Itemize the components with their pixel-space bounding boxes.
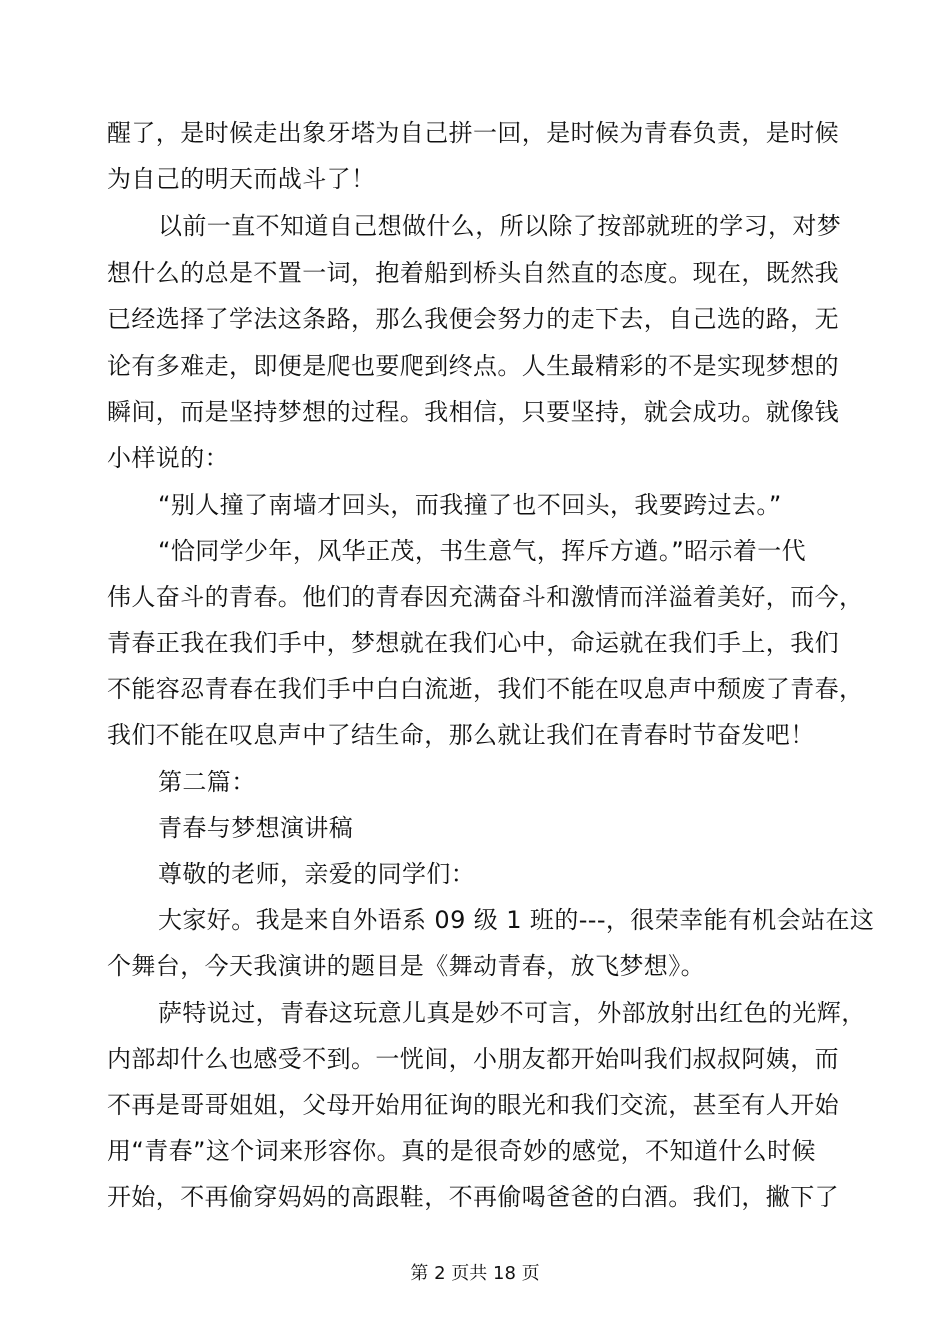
body-line: 开始，不再偷穿妈妈的高跟鞋，不再偷喝爸爸的白酒。我们，撇下了 bbox=[107, 1183, 839, 1211]
body-line: 已经选择了学法这条路，那么我便会努力的走下去，自己选的路，无 bbox=[107, 305, 839, 333]
body-line: 大家好。我是来自外语系 09 级 1 班的---，很荣幸能有机会站在这 bbox=[158, 906, 875, 934]
body-line: 不再是哥哥姐姐，父母开始用征询的眼光和我们交流，甚至有人开始 bbox=[107, 1091, 839, 1119]
section-heading: 第二篇： bbox=[158, 768, 256, 796]
quote-line: “恰同学少年，风华正茂，书生意气，挥斥方遒。”昭示着一代 bbox=[158, 537, 807, 565]
body-line: 瞬间，而是坚持梦想的过程。我相信，只要坚持，就会成功。就像钱 bbox=[107, 398, 839, 426]
body-line: 论有多难走，即便是爬也要爬到终点。人生最精彩的不是实现梦想的 bbox=[107, 352, 839, 380]
body-line: 内部却什么也感受不到。一恍间，小朋友都开始叫我们叔叔阿姨，而 bbox=[107, 1045, 839, 1073]
body-line: 为自己的明天而战斗了！ bbox=[107, 165, 376, 193]
body-line: 青春正我在我们手中，梦想就在我们心中，命运就在我们手上，我们 bbox=[107, 629, 839, 657]
body-line: 伟人奋斗的青春。他们的青春因充满奋斗和激情而洋溢着美好，而今， bbox=[107, 583, 864, 611]
body-line: 我们不能在叹息声中了结生命，那么就让我们在青春时节奋发吧！ bbox=[107, 721, 815, 749]
body-line: 醒了，是时候走出象牙塔为自己拼一回，是时候为青春负责，是时候 bbox=[107, 119, 839, 147]
salutation: 尊敬的老师，亲爱的同学们： bbox=[158, 860, 476, 888]
body-line: 个舞台，今天我演讲的题目是《舞动青春，放飞梦想》。 bbox=[107, 952, 705, 980]
body-line: 不能容忍青春在我们手中白白流逝，我们不能在叹息声中颓废了青春， bbox=[107, 675, 864, 703]
body-line: 小样说的： bbox=[107, 444, 229, 472]
body-line: 萨特说过，青春这玩意儿真是妙不可言，外部放射出红色的光辉， bbox=[158, 999, 866, 1027]
quote-line: “别人撞了南墙才回头，而我撞了也不回头，我要跨过去。” bbox=[158, 491, 782, 519]
body-line: 以前一直不知道自己想做什么，所以除了按部就班的学习，对梦 bbox=[158, 212, 842, 240]
body-line: 用“青春”这个词来形容你。真的是很奇妙的感觉，不知道什么时候 bbox=[107, 1137, 816, 1165]
page-number: 第 2 页共 18 页 bbox=[410, 1263, 540, 1284]
body-line: 想什么的总是不置一词，抱着船到桥头自然直的态度。现在，既然我 bbox=[107, 259, 839, 287]
speech-title: 青春与梦想演讲稿 bbox=[158, 814, 354, 842]
